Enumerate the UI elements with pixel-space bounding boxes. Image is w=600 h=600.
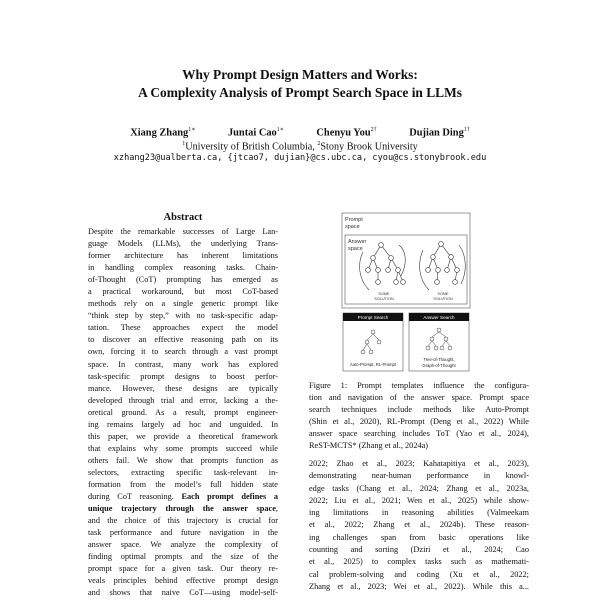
left-tree-nodes (366, 243, 406, 285)
abstract-line: answer space. We analyze the complexity of (88, 540, 278, 550)
answer-search-caption: Tree-of-Thought, (423, 357, 455, 362)
abstract-line: selectors, extracting specific task-relevant in- (88, 467, 278, 477)
abstract-line: prompt space for a given task. Our theory re- (88, 564, 278, 574)
abstract-line: own, forcing it to search through a vast prompt (88, 347, 278, 357)
paper-title (0, 66, 600, 102)
right-reasoning-tree (420, 244, 466, 290)
abstract-line: of-Thought (CoT) prompting has emerged as (88, 275, 278, 285)
abstract-line: Despite the remarkable successes of Large Lan- (88, 227, 278, 236)
abstract-line: guage Models (LLMs), the underlying Trans- (88, 239, 278, 249)
body-line: ing challenges span from basic operations like (309, 532, 529, 542)
prompt-search-header: Prompt Search (357, 315, 389, 320)
abstract-line: others fail. We show that prompts function as (88, 455, 278, 465)
caption-line: search techniques include methods like Auto-Prompt (309, 404, 529, 414)
body-line: et al., 2025) to complex tasks such as mathemati- (309, 557, 529, 567)
intro-body-text (309, 458, 529, 593)
answer-search-caption: Graph-of-Thought (422, 363, 456, 368)
solution-label: SOME (437, 292, 449, 296)
figure-1-caption (309, 380, 529, 451)
abstract-line: veals principles behind effective prompt design (88, 576, 278, 586)
abstract-line: “think step by step,” with no task-specific adap- (88, 311, 278, 321)
abstract-line: and shows that naive CoT—using model-self- (88, 588, 278, 598)
abstract-line: in handling complex reasoning tasks. Chain- (88, 263, 278, 273)
answer-space-label: Answer (348, 239, 367, 245)
title-line-1: Why Prompt Design Matters and Works: (182, 67, 418, 82)
author: Juntai Cao$^{1∗}$ (227, 127, 284, 139)
abstract-line: this paper, we provide a theoretical framework (88, 431, 278, 441)
body-line: Zhang et al., 2023; Wei et al., 2022). While this a... (309, 581, 529, 591)
abstract-line: ing remains largely ad hoc and unguided. In (88, 419, 278, 429)
abstract-line: task performance and future navigation in the (88, 528, 278, 538)
answer-search-sketch (426, 328, 452, 350)
answer-search-header: Answer Search (423, 315, 455, 320)
body-line: counting and sorting (Dziri et al., 2024; Cao (309, 545, 529, 555)
body-line: edge tasks (Chang et al., 2024; Zhang et al., 2023a, (309, 483, 529, 493)
abstract-bold-line: unique trajectory through the answer space, (88, 504, 278, 514)
abstract-line: space. In contrast, many work has explored (88, 359, 278, 369)
caption-line: answer space searching includes ToT (Yao et al., 2024), (309, 428, 529, 438)
abstract-line: and the choice of this trajectory is crucial for (88, 516, 278, 526)
caption-line: tion and navigation of the answer space. Prompt space (309, 392, 529, 402)
abstract-line: tation. These approaches expect the model (88, 323, 278, 333)
body-line: ing limitations in reasoning abilities (Valmeekam (309, 508, 529, 518)
body-line: cal problem-solving and coding (Xu et al., 2022; (309, 569, 529, 579)
abstract-line-with-bold: during CoT reasoning. Each prompt defines a (88, 492, 278, 502)
author: Xiang Zhang$^{1∗}$ (130, 127, 196, 139)
body-line: 2022; Zhao et al., 2023; Kahatapitiya et al., 2023), (309, 459, 529, 468)
answer-space-label: space (348, 246, 363, 252)
solution-label: SOME (378, 292, 390, 296)
solution-label: SOLUTION (374, 297, 394, 301)
caption-line: Figure 1: Prompt templates influence the configura- (309, 381, 529, 390)
prompt-search-sketch (361, 330, 381, 354)
body-line: et al., 2022; Zhang et al., 2024b). These reason- (309, 520, 529, 530)
abstract-line: mance. However, these designs are typically (88, 383, 278, 393)
prompt-space-box (342, 213, 470, 308)
abstract-line: methods rely on a single generic prompt like (88, 299, 278, 309)
abstract-heading: Abstract (163, 212, 203, 223)
abstract-line: formation from the model’s full hidden state (88, 479, 278, 489)
figure-1-diagram (341, 212, 471, 372)
body-line: demonstrating near-human performance in knowl- (309, 471, 529, 481)
abstract-body (88, 226, 278, 599)
caption-line: (Shin et al., 2020), RL-Prompt (Deng et al., 2022) While (309, 416, 529, 426)
title-line-2: A Complexity Analysis of Prompt Search Space in LLMs (138, 85, 462, 100)
abstract-line: former architecture has inherent limitations (88, 251, 278, 261)
author-emails: xzhang23@ualberta.ca, {jtcao7, dujian}@cs.ubc.ca, cyou@cs.stonybrook.edu (113, 153, 487, 163)
author: Dujian Ding$^{1\dagger}$ (409, 127, 470, 139)
prompt-space-label: Prompt (345, 217, 363, 223)
prompt-space-label: space (345, 224, 360, 230)
abstract-line: a practical workaround, but most CoT-based (88, 287, 278, 297)
abstract-line: oretical ground. As a result, prompt engineer- (88, 407, 278, 417)
abstract-line: to discover an effective reasoning path on its (88, 335, 278, 345)
solution-label: SOLUTION (433, 297, 453, 301)
abstract-line: that explains why some prompts succeed while (88, 443, 278, 453)
caption-line: ReST-MCTS* (Zhang et al., 2024a) (309, 440, 429, 450)
abstract-line: developed through trial and error, lacking a the- (88, 395, 278, 405)
prompt-search-caption: Auto-Prompt, RL-Prompt (349, 362, 397, 367)
author: Chenyu You$^{2\dagger}$ (316, 127, 377, 139)
affiliations: $^1$University of British Columbia, $^2$Stony Brook University (182, 141, 418, 153)
body-line: 2022; Liu et al., 2021; Wen et al., 2025) while show- (309, 495, 529, 505)
abstract-line: task-specific prompt designs to boost perfor- (88, 371, 278, 381)
abstract-line: finding optimal prompts and the size of the (88, 552, 278, 562)
